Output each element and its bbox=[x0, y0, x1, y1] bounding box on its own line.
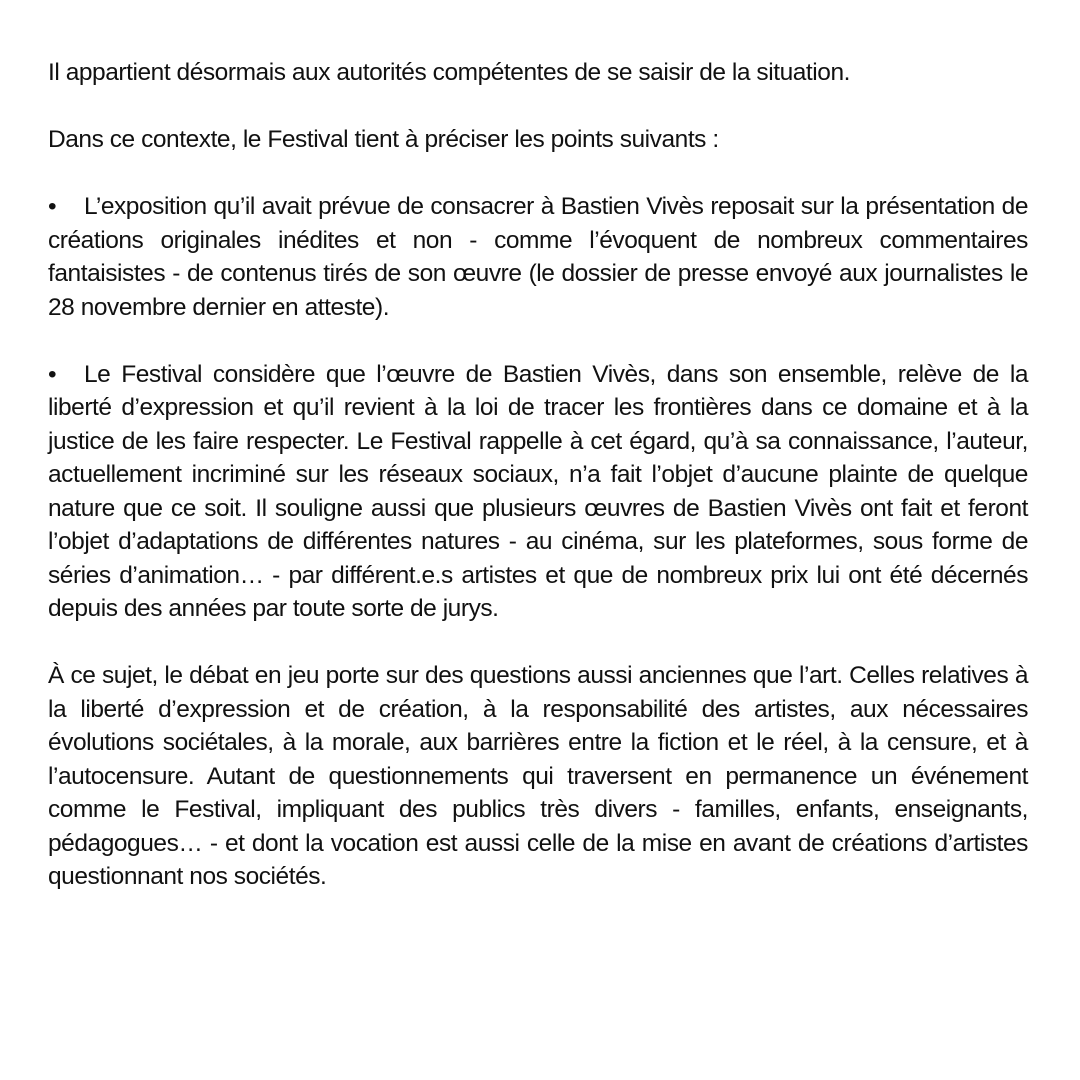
paragraph-text: À ce sujet, le débat en jeu porte sur des questions aussi anciennes que l’art. Celles relatives à la liberté d’expression et de création, à la responsabilité des artistes, aux nécessaires évolutions sociétales, à la morale, aux barrières entre la fiction et le réel, à la censure, et à l’autocensure. Autant de questionnements qui traversent en permanence un événement comme le Festival, impliquant des publics très divers - familles, enfants, enseignants, pédagogues… - et dont la vocation est aussi celle de la mise en avant de créations d’artistes questionnant nos sociétés. bbox=[48, 662, 1028, 890]
paragraph-debate bbox=[48, 659, 1028, 894]
paragraph-text: L’exposition qu’il avait prévue de consacrer à Bastien Vivès reposait sur la présentation de créations originales inédites et non - comme l’évoquent de nombreux commentaires fantaisistes - de contenus tirés de son œuvre (le dossier de presse envoyé aux journalistes le 28 novembre dernier en atteste). bbox=[48, 193, 1028, 321]
paragraph-authorities bbox=[48, 56, 1028, 90]
bullet-icon: • bbox=[48, 360, 57, 388]
paragraph-text: Le Festival considère que l’œuvre de Bastien Vivès, dans son ensemble, relève de la liberté d’expression et qu’il revient à la loi de tracer les frontières dans ce domaine et à la justice de les faire respecter. Le Festival rappelle à cet égard, qu’à sa connaissance, l’auteur, actuellement incriminé sur les réseaux sociaux, n’a fait l’objet d’aucune plainte de quelque nature que ce soit. Il souligne aussi que plusieurs œuvres de Bastien Vivès ont fait et feront l’objet d’adaptations de différentes natures - au cinéma, sur les plateformes, sous forme de séries d’animation… - par différent.e.s artistes et que de nombreux prix lui ont été décernés depuis des années par toute sorte de jurys. bbox=[48, 360, 1028, 622]
bullet-icon: • bbox=[48, 193, 57, 220]
paragraph-text: Il appartient désormais aux autorités compétentes de se saisir de la situation. bbox=[48, 59, 850, 86]
statement-document bbox=[48, 56, 1028, 927]
paragraph-context bbox=[48, 123, 1028, 157]
paragraph-text: Dans ce contexte, le Festival tient à préciser les points suivants : bbox=[48, 126, 719, 153]
bullet-paragraph-exhibition bbox=[48, 190, 1028, 324]
bullet-paragraph-freedom bbox=[48, 358, 1028, 626]
